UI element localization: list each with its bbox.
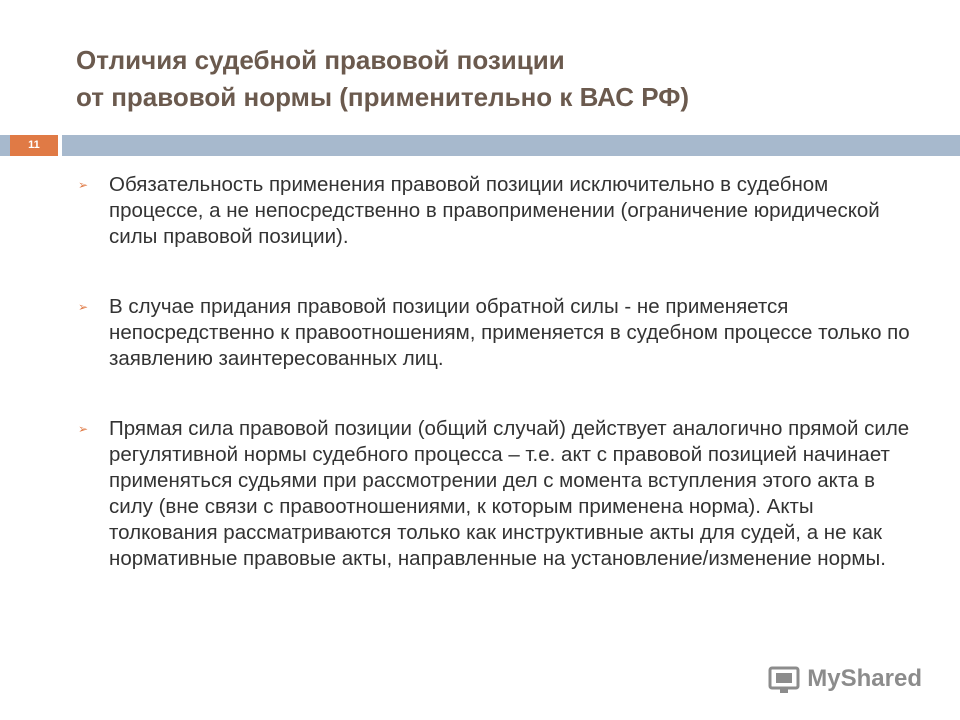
rule-right-segment xyxy=(62,135,960,156)
arrow-bullet-icon: ➢ xyxy=(78,300,89,314)
myshared-watermark xyxy=(767,662,922,696)
bullet-list xyxy=(78,172,918,572)
arrow-bullet-icon: ➢ xyxy=(78,422,89,436)
header-rule xyxy=(0,135,960,156)
rule-left-segment xyxy=(0,135,10,156)
bullet-text: В случае придания правовой позиции обратной силы - не применяется непосредственно к правоотношениям, применяется в судебном процессе только по заявлению заинтересованных лиц. xyxy=(109,295,910,370)
list-item xyxy=(78,416,918,572)
list-item xyxy=(78,172,918,250)
title-line-1: Отличия судебной правовой позиции xyxy=(76,45,565,75)
arrow-bullet-icon: ➢ xyxy=(78,178,89,192)
title-line-2: от правовой нормы (применительно к ВАС РФ) xyxy=(76,82,690,112)
slide-number: 11 xyxy=(10,135,58,156)
slide-title xyxy=(76,42,896,116)
myshared-logo-icon xyxy=(767,662,801,696)
list-item xyxy=(78,294,918,372)
bullet-text: Прямая сила правовой позиции (общий случай) действует аналогично прямой силе регулятивной нормы судебного процесса – т.е. акт с правовой позицией начинает применяться судьями при рассмотрении дел с момента вступления этого акта в силу (вне связи с правоотношениями, к которым применена норма). Акты толкования рассматриваются только как инструктивные акты для судей, а не как нормативные правовые акты, направленные на установление/изменение нормы. xyxy=(109,417,910,570)
bullet-text: Обязательность применения правовой позиции исключительно в судебном процессе, а не непосредственно в правоприменении (ограничение юридической силы правовой позиции). xyxy=(109,173,880,248)
watermark-text: MyShared xyxy=(807,665,922,692)
